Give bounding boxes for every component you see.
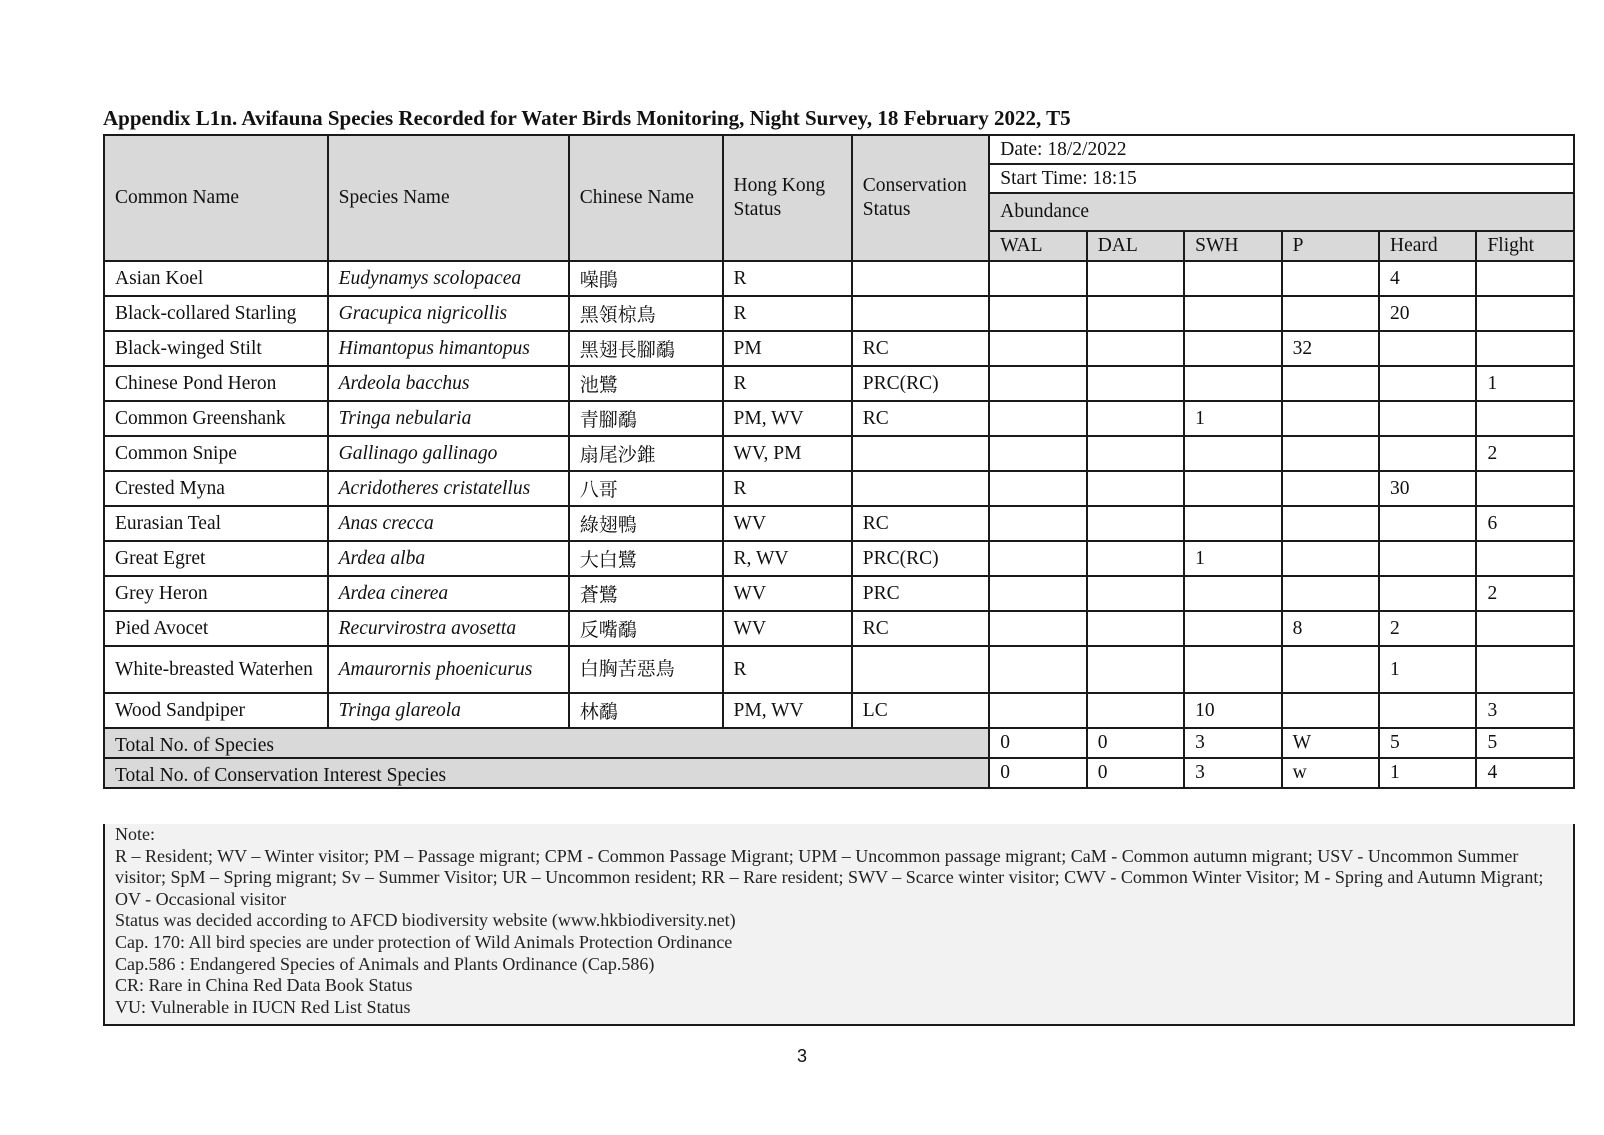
cell-swh: [1184, 646, 1281, 693]
totals-value: W: [1282, 728, 1379, 758]
cell-common-name: Common Greenshank: [104, 401, 328, 436]
cell-flight: [1476, 611, 1574, 646]
cell-chinese-name: 白胸苦惡鳥: [569, 646, 723, 693]
cell-common-name: Crested Myna: [104, 471, 328, 506]
cell-p: [1282, 541, 1379, 576]
cell-species-name: Ardea cinerea: [328, 576, 569, 611]
cell-swh: 1: [1184, 541, 1281, 576]
page-number: 3: [796, 1046, 807, 1066]
cell-heard: 30: [1379, 471, 1476, 506]
cell-wal: [989, 261, 1086, 296]
cell-hk-status: PM, WV: [723, 401, 852, 436]
cell-flight: 2: [1476, 576, 1574, 611]
totals-value: 3: [1184, 728, 1281, 758]
note-line: Note:: [115, 824, 155, 844]
note-line: R – Resident; WV – Winter visitor; PM – Passage migrant; CPM - Common Passage Migrant; UPM – Uncommon passage migrant; CaM - Common autumn migrant; USV - Uncommon Summer visitor; SpM – Spring migrant; Sv – Summer Visitor; UR – Uncommon resident; RR – Rare resident; SWV – Scarce winter visitor; CWV - Common Winter Visitor; M - Spring and Autumn Migrant; OV - Occasional visitor: [115, 845, 1544, 909]
cell-species-name: Ardeola bacchus: [328, 366, 569, 401]
cell-species-name: Tringa nebularia: [328, 401, 569, 436]
cell-flight: [1476, 401, 1574, 436]
header-species-name: Species Name: [328, 135, 569, 261]
cell-common-name: White-breasted Waterhen: [104, 646, 328, 693]
cell-flight: [1476, 646, 1574, 693]
cell-conservation-status: PRC(RC): [852, 366, 989, 401]
note-line: Status was decided according to AFCD biodiversity website (www.hkbiodiversity.net): [115, 910, 736, 931]
header-abundance: Abundance: [989, 193, 1574, 231]
cell-heard: 1: [1379, 646, 1476, 693]
cell-chinese-name: 林鷸: [569, 693, 723, 728]
cell-conservation-status: RC: [852, 506, 989, 541]
totals-value: 0: [989, 758, 1086, 788]
cell-species-name: Gallinago gallinago: [328, 436, 569, 471]
cell-conservation-status: [852, 261, 989, 296]
cell-dal: [1087, 541, 1184, 576]
cell-chinese-name: 扇尾沙錐: [569, 436, 723, 471]
cell-p: [1282, 366, 1379, 401]
cell-hk-status: WV: [723, 576, 852, 611]
cell-species-name: Himantopus himantopus: [328, 331, 569, 366]
cell-chinese-name: 八哥: [569, 471, 723, 506]
cell-heard: [1379, 576, 1476, 611]
totals-value: 5: [1476, 728, 1574, 758]
cell-species-name: Gracupica nigricollis: [328, 296, 569, 331]
cell-wal: [989, 646, 1086, 693]
table-row: [104, 471, 1574, 506]
cell-chinese-name: 池鷺: [569, 366, 723, 401]
cell-p: [1282, 646, 1379, 693]
cell-heard: 4: [1379, 261, 1476, 296]
table-row: [104, 366, 1574, 401]
cell-swh: [1184, 436, 1281, 471]
cell-swh: [1184, 366, 1281, 401]
cell-species-name: Amaurornis phoenicurus: [328, 646, 569, 693]
cell-swh: 1: [1184, 401, 1281, 436]
cell-dal: [1087, 261, 1184, 296]
table-row: [104, 506, 1574, 541]
document-title: Appendix L1n. Avifauna Species Recorded for Water Birds Monitoring, Night Survey, 18 February 2022, T5: [103, 106, 1071, 130]
header-hk-status: Hong Kong Status: [723, 135, 852, 261]
cell-heard: [1379, 541, 1476, 576]
cell-species-name: Ardea alba: [328, 541, 569, 576]
totals-value: 4: [1476, 758, 1574, 788]
cell-wal: [989, 541, 1086, 576]
table-row: [104, 331, 1574, 366]
header-conservation-status: Conservation Status: [852, 135, 989, 261]
cell-species-name: Recurvirostra avosetta: [328, 611, 569, 646]
column-header: SWH: [1184, 231, 1281, 261]
cell-conservation-status: [852, 646, 989, 693]
cell-p: [1282, 693, 1379, 728]
cell-swh: [1184, 576, 1281, 611]
cell-common-name: Grey Heron: [104, 576, 328, 611]
cell-hk-status: WV: [723, 611, 852, 646]
cell-flight: [1476, 471, 1574, 506]
cell-common-name: Asian Koel: [104, 261, 328, 296]
cell-heard: [1379, 401, 1476, 436]
cell-hk-status: R: [723, 471, 852, 506]
table-row: [104, 541, 1574, 576]
cell-conservation-status: [852, 296, 989, 331]
cell-swh: [1184, 471, 1281, 506]
cell-flight: 1: [1476, 366, 1574, 401]
totals-value: 0: [989, 728, 1086, 758]
column-header: P: [1282, 231, 1379, 261]
header-common-name: Common Name: [104, 135, 328, 261]
cell-conservation-status: RC: [852, 331, 989, 366]
cell-species-name: Acridotheres cristatellus: [328, 471, 569, 506]
cell-hk-status: R: [723, 261, 852, 296]
table-row: [104, 296, 1574, 331]
cell-swh: [1184, 611, 1281, 646]
cell-wal: [989, 506, 1086, 541]
header-start-time: Start Time: 18:15: [989, 164, 1574, 193]
cell-wal: [989, 611, 1086, 646]
cell-wal: [989, 576, 1086, 611]
cell-hk-status: WV, PM: [723, 436, 852, 471]
cell-heard: [1379, 506, 1476, 541]
totals-value: w: [1282, 758, 1379, 788]
cell-wal: [989, 401, 1086, 436]
cell-common-name: Eurasian Teal: [104, 506, 328, 541]
cell-chinese-name: 噪鵑: [569, 261, 723, 296]
cell-conservation-status: PRC(RC): [852, 541, 989, 576]
table-row: [104, 693, 1574, 728]
cell-common-name: Chinese Pond Heron: [104, 366, 328, 401]
column-header: WAL: [989, 231, 1086, 261]
cell-flight: 6: [1476, 506, 1574, 541]
cell-swh: [1184, 506, 1281, 541]
cell-conservation-status: [852, 436, 989, 471]
table-body: [104, 135, 1574, 788]
cell-chinese-name: 青腳鷸: [569, 401, 723, 436]
cell-p: [1282, 261, 1379, 296]
totals-value: 1: [1379, 758, 1476, 788]
table-row: [104, 261, 1574, 296]
cell-flight: 3: [1476, 693, 1574, 728]
cell-heard: [1379, 436, 1476, 471]
cell-hk-status: PM, WV: [723, 693, 852, 728]
cell-flight: [1476, 331, 1574, 366]
cell-common-name: Black-collared Starling: [104, 296, 328, 331]
cell-wal: [989, 471, 1086, 506]
cell-p: [1282, 471, 1379, 506]
cell-conservation-status: RC: [852, 401, 989, 436]
cell-chinese-name: 反嘴鷸: [569, 611, 723, 646]
cell-wal: [989, 693, 1086, 728]
totals-label: Total No. of Conservation Interest Species: [104, 758, 989, 788]
cell-chinese-name: 綠翅鴨: [569, 506, 723, 541]
cell-swh: [1184, 331, 1281, 366]
table-row: [104, 646, 1574, 693]
cell-common-name: Common Snipe: [104, 436, 328, 471]
cell-common-name: Pied Avocet: [104, 611, 328, 646]
totals-value: 0: [1087, 758, 1184, 788]
notes-box: [103, 824, 1575, 1026]
table-row: [104, 401, 1574, 436]
cell-heard: [1379, 366, 1476, 401]
species-table: [103, 134, 1575, 789]
cell-dal: [1087, 366, 1184, 401]
cell-dal: [1087, 471, 1184, 506]
totals-value: 0: [1087, 728, 1184, 758]
totals-value: 5: [1379, 728, 1476, 758]
cell-p: [1282, 296, 1379, 331]
cell-swh: 10: [1184, 693, 1281, 728]
cell-p: [1282, 401, 1379, 436]
cell-heard: [1379, 331, 1476, 366]
cell-hk-status: R, WV: [723, 541, 852, 576]
cell-conservation-status: LC: [852, 693, 989, 728]
cell-hk-status: R: [723, 646, 852, 693]
cell-hk-status: R: [723, 366, 852, 401]
cell-p: 32: [1282, 331, 1379, 366]
cell-dal: [1087, 401, 1184, 436]
cell-wal: [989, 296, 1086, 331]
cell-hk-status: R: [723, 296, 852, 331]
note-line: Cap. 170: All bird species are under protection of Wild Animals Protection Ordinance: [115, 931, 733, 952]
column-header: Flight: [1476, 231, 1574, 261]
cell-wal: [989, 331, 1086, 366]
totals-row: [104, 758, 1574, 788]
cell-heard: 20: [1379, 296, 1476, 331]
cell-common-name: Great Egret: [104, 541, 328, 576]
cell-flight: [1476, 541, 1574, 576]
cell-conservation-status: RC: [852, 611, 989, 646]
cell-species-name: Eudynamys scolopacea: [328, 261, 569, 296]
cell-flight: [1476, 296, 1574, 331]
cell-heard: 2: [1379, 611, 1476, 646]
cell-p: [1282, 576, 1379, 611]
cell-heard: [1379, 693, 1476, 728]
cell-swh: [1184, 296, 1281, 331]
cell-hk-status: PM: [723, 331, 852, 366]
cell-conservation-status: [852, 471, 989, 506]
cell-species-name: Anas crecca: [328, 506, 569, 541]
cell-chinese-name: 蒼鷺: [569, 576, 723, 611]
cell-chinese-name: 黑翅長腳鷸: [569, 331, 723, 366]
cell-wal: [989, 436, 1086, 471]
cell-common-name: Black-winged Stilt: [104, 331, 328, 366]
totals-label: Total No. of Species: [104, 728, 989, 758]
cell-dal: [1087, 506, 1184, 541]
totals-value: 3: [1184, 758, 1281, 788]
note-line: CR: Rare in China Red Data Book Status: [115, 975, 413, 996]
note-line: Cap.586 : Endangered Species of Animals and Plants Ordinance (Cap.586): [115, 953, 655, 974]
cell-hk-status: WV: [723, 506, 852, 541]
cell-dal: [1087, 611, 1184, 646]
cell-flight: [1476, 261, 1574, 296]
cell-swh: [1184, 261, 1281, 296]
totals-row: [104, 728, 1574, 758]
table-row: [104, 436, 1574, 471]
column-header: Heard: [1379, 231, 1476, 261]
cell-dal: [1087, 576, 1184, 611]
cell-wal: [989, 366, 1086, 401]
cell-flight: 2: [1476, 436, 1574, 471]
cell-dal: [1087, 296, 1184, 331]
cell-chinese-name: 大白鷺: [569, 541, 723, 576]
cell-dal: [1087, 331, 1184, 366]
header-date: Date: 18/2/2022: [989, 135, 1574, 164]
column-header: DAL: [1087, 231, 1184, 261]
cell-chinese-name: 黑領椋鳥: [569, 296, 723, 331]
cell-dal: [1087, 646, 1184, 693]
cell-p: [1282, 436, 1379, 471]
cell-dal: [1087, 693, 1184, 728]
table-row: [104, 576, 1574, 611]
note-line: VU: Vulnerable in IUCN Red List Status: [115, 996, 411, 1017]
header-chinese-name: Chinese Name: [569, 135, 723, 261]
cell-common-name: Wood Sandpiper: [104, 693, 328, 728]
cell-p: [1282, 506, 1379, 541]
cell-conservation-status: PRC: [852, 576, 989, 611]
cell-species-name: Tringa glareola: [328, 693, 569, 728]
table-row: [104, 611, 1574, 646]
cell-p: 8: [1282, 611, 1379, 646]
cell-dal: [1087, 436, 1184, 471]
